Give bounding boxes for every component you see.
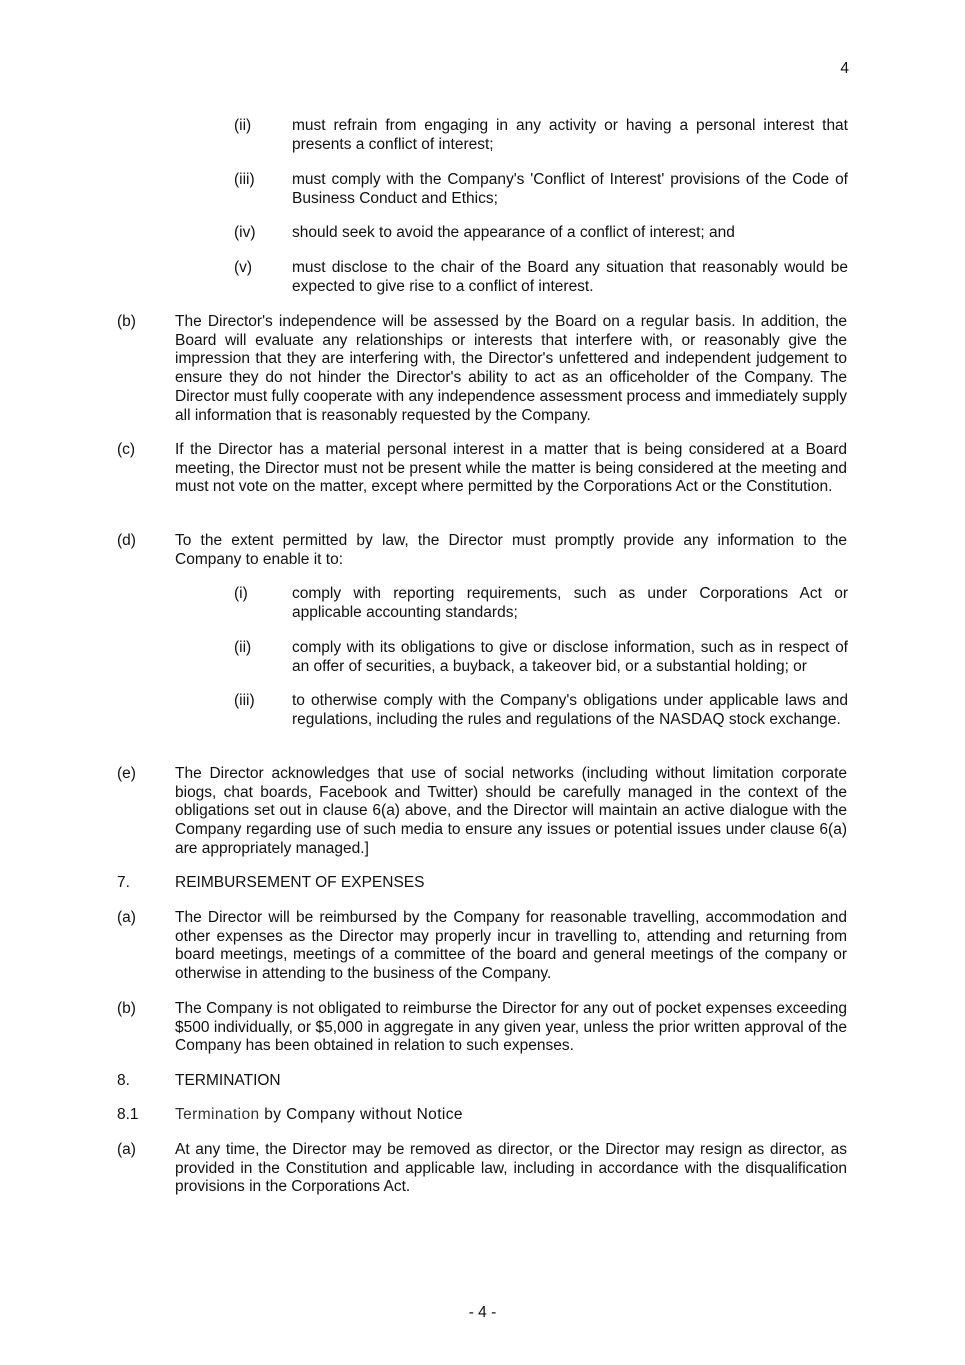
item-text: comply with reporting requirements, such as under Corporations Act or applicable accounting standards;: [292, 585, 848, 621]
page-number-bottom: - 4 -: [468, 1304, 497, 1321]
subsection-heading-part2: by Company without Notice: [259, 1106, 463, 1123]
section-heading: TERMINATION: [175, 1072, 281, 1089]
page-number-top: 4: [840, 60, 849, 77]
item-label: (ii): [234, 117, 252, 134]
clause-label: (d): [117, 532, 136, 549]
item-text: must comply with the Company's 'Conflict of Interest' provisions of the Code of Business Conduct and Ethics;: [292, 171, 848, 207]
clause-text: The Director's independence will be assessed by the Board on a regular basis. In addition, the Board will evaluate any relationships or interests that interfere with, or reasonably give the impression that they are interfering with, the Director's unfettered and independent judgement to ensure they do not hinder the Director's ability to act as an officeholder of the Company. The Director must fully cooperate with any independence assessment process and immediately supply all information that is reasonably requested by the Company.: [175, 313, 848, 424]
clause-label: (a): [117, 1141, 136, 1158]
clause-label: (a): [117, 909, 136, 926]
item-label: (ii): [234, 639, 252, 656]
clause-label: (c): [117, 441, 136, 458]
subsection-heading-part1: Termination: [175, 1106, 260, 1123]
clause-text: If the Director has a material personal interest in a matter that is being considered at a Board meeting, the Director must not be present while the matter is being considered at the meeting and must not vote on the matter, except where permitted by the Corporations Act or the Constitution.: [175, 441, 847, 496]
item-text: comply with its obligations to give or disclose information, such as in respect of an offer of securities, a buyback, a takeover bid, or a substantial holding; or: [292, 639, 848, 675]
section-heading: REIMBURSEMENT OF EXPENSES: [175, 874, 425, 891]
clause-text: The Director will be reimbursed by the Company for reasonable travelling, accommodation and other expenses as the Director may properly incur in travelling to, attending and returning from board meetings, meetings of a committee of the board and general meetings of the company or otherwise in attending to the business of the Company.: [175, 909, 847, 983]
clause-label: (b): [117, 1000, 136, 1017]
subsection-number: 8.1: [117, 1106, 139, 1123]
section-number: 8.: [117, 1072, 130, 1089]
item-label: (iv): [234, 224, 256, 241]
item-label: (i): [234, 585, 248, 602]
clause-text: To the extent permitted by law, the Director must promptly provide any information to the Company to enable it to:: [175, 532, 847, 568]
item-label: (iii): [234, 171, 255, 188]
item-text: must disclose to the chair of the Board any situation that reasonably would be expected to give rise to a conflict of interest.: [292, 259, 848, 295]
item-label: (v): [234, 259, 253, 276]
clause-label: (b): [117, 313, 136, 330]
subsection-heading: [175, 1106, 463, 1125]
item-text: should seek to avoid the appearance of a conflict of interest; and: [292, 224, 735, 241]
clause-text: The Director acknowledges that use of social networks (including without limitation corporate biogs, chat boards, Facebook and Twitter) should be carefully managed in the context of the obligations set out in clause 6(a) above, and the Director will maintain an active dialogue with the Company regarding use of such media to ensure any issues or potential issues under clause 6(a) are appropriately managed.]: [175, 765, 847, 857]
clause-label: (e): [117, 765, 136, 782]
clause-text: The Company is not obligated to reimburse the Director for any out of pocket expenses exceeding $500 individually, or $5,000 in aggregate in any given year, unless the prior written approval of the Company has been obtained in relation to such expenses.: [175, 1000, 847, 1055]
item-text: to otherwise comply with the Company's obligations under applicable laws and regulations, including the rules and regulations of the NASDAQ stock exchange.: [292, 692, 848, 728]
section-number: 7.: [117, 874, 130, 891]
clause-text: At any time, the Director may be removed as director, or the Director may resign as director, as provided in the Constitution and applicable law, including in accordance with the disqualification provisions in the Corporations Act.: [175, 1141, 847, 1196]
item-label: (iii): [234, 692, 255, 709]
item-text: must refrain from engaging in any activity or having a personal interest that presents a conflict of interest;: [292, 117, 848, 153]
